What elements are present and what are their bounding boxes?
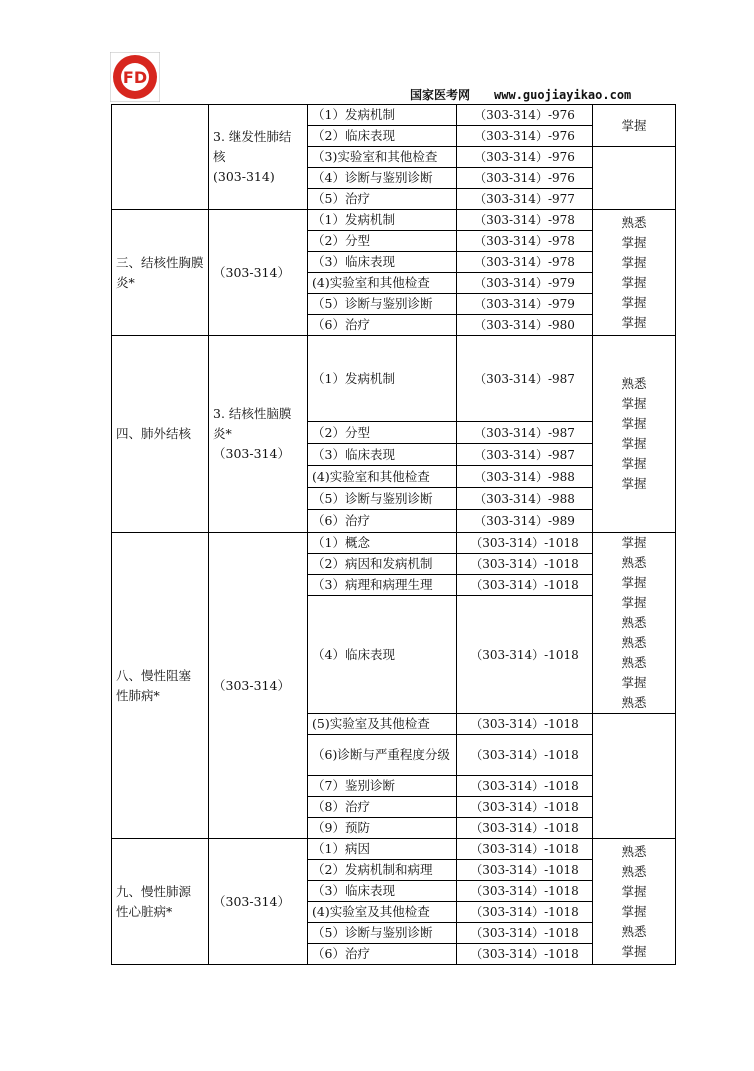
item-cell: （3）临床表现: [308, 252, 457, 273]
cell-line: 熟悉: [621, 695, 647, 710]
level-cell: [593, 714, 676, 839]
item-cell: (5)实验室及其他检查: [308, 714, 457, 735]
code-cell: （303-314）-987: [457, 422, 593, 444]
table-row: [112, 839, 676, 860]
code-cell: （303-314）-1018: [457, 797, 593, 818]
cell-line: 掌握: [621, 456, 647, 471]
code-cell: （303-314）-1018: [457, 881, 593, 902]
subsection-cell: [209, 839, 308, 965]
code-cell: （303-314）-1018: [457, 923, 593, 944]
code-cell: （303-314）-976: [457, 105, 593, 126]
level-cell: [593, 336, 676, 533]
code-cell: （303-314）-989: [457, 510, 593, 533]
item-cell: (4)实验室及其他检查: [308, 902, 457, 923]
code-cell: （303-314）-1018: [457, 860, 593, 881]
item-cell: （5）诊断与鉴别诊断: [308, 923, 457, 944]
item-cell: （2）分型: [308, 231, 457, 252]
cell-line: 掌握: [621, 396, 647, 411]
item-cell: （2）发病机制和病理: [308, 860, 457, 881]
item-cell: （8）治疗: [308, 797, 457, 818]
cell-line: 掌握: [621, 575, 647, 590]
cell-line: 性心脏病*: [116, 903, 173, 919]
cell-line: 3. 继发性肺结核: [213, 129, 292, 164]
item-cell: （6）治疗: [308, 944, 457, 965]
level-cell: [593, 147, 676, 210]
site-header: [410, 86, 631, 103]
cell-line: 掌握: [621, 294, 647, 310]
code-cell: （303-314）-987: [457, 444, 593, 466]
subsection-cell: [209, 105, 308, 210]
code-cell: （303-314）-1018: [457, 902, 593, 923]
code-cell: （303-314）-1018: [457, 533, 593, 554]
code-cell: （303-314）-1018: [457, 839, 593, 860]
cell-line: 熟悉: [621, 635, 647, 650]
item-cell: （3）临床表现: [308, 881, 457, 902]
cell-line: 性肺病*: [116, 687, 160, 703]
item-cell: （4）临床表现: [308, 596, 457, 714]
code-cell: （303-314）-977: [457, 189, 593, 210]
code-cell: （303-314）-988: [457, 466, 593, 488]
item-cell: （5）诊断与鉴别诊断: [308, 488, 457, 510]
item-cell: （6）治疗: [308, 315, 457, 336]
item-cell: (4)实验室和其他检查: [308, 466, 457, 488]
code-cell: （303-314）-1018: [457, 735, 593, 776]
cell-line: 掌握: [621, 903, 647, 919]
table-row: [112, 533, 676, 554]
code-cell: （303-314）-1018: [457, 818, 593, 839]
level-cell: [593, 533, 676, 714]
item-cell: （1）发病机制: [308, 105, 457, 126]
code-cell: （303-314）-1018: [457, 554, 593, 575]
cell-line: 掌握: [621, 436, 647, 451]
item-cell: （2）病因和发病机制: [308, 554, 457, 575]
site-name: 国家医考网: [410, 88, 471, 102]
code-cell: （303-314）-1018: [457, 575, 593, 596]
code-cell: （303-314）-978: [457, 252, 593, 273]
item-cell: （1）病因: [308, 839, 457, 860]
cell-line: 熟悉: [621, 376, 647, 391]
code-cell: （303-314）-976: [457, 147, 593, 168]
item-cell: （7）鉴别诊断: [308, 776, 457, 797]
code-cell: （303-314）-1018: [457, 776, 593, 797]
item-cell: （1）概念: [308, 533, 457, 554]
section-title-cell: [112, 210, 209, 336]
item-cell: (4)实验室和其他检查: [308, 273, 457, 294]
cell-line: 掌握: [621, 274, 647, 290]
cell-line: 八、慢性阻塞: [116, 667, 192, 683]
code-cell: （303-314）-979: [457, 273, 593, 294]
item-cell: （5）治疗: [308, 189, 457, 210]
code-cell: （303-314）-976: [457, 168, 593, 189]
cell-line: 掌握: [621, 476, 647, 491]
section-title-cell: [112, 336, 209, 533]
cell-line: （303-314）: [213, 264, 290, 280]
item-cell: （2）临床表现: [308, 126, 457, 147]
cell-line: （303-314）: [213, 893, 290, 909]
level-cell: [593, 210, 676, 336]
subsection-cell: [209, 336, 308, 533]
cell-line: 熟悉: [621, 555, 647, 570]
table-row: [112, 210, 676, 231]
cell-line: 掌握: [621, 314, 647, 330]
site-url[interactable]: www.guojiayikao.com: [494, 88, 632, 102]
cell-line: 三、结核性胸膜: [116, 254, 204, 270]
cell-line: 熟悉: [621, 214, 647, 230]
table-row: [112, 105, 676, 126]
cell-line: 熟悉: [621, 863, 647, 879]
cell-line: 3. 结核性脑膜炎*: [213, 406, 292, 441]
item-cell: （6)诊断与严重程度分级: [308, 735, 457, 776]
code-cell: （303-314）-978: [457, 210, 593, 231]
cell-line: （303-314）: [213, 677, 290, 693]
code-cell: （303-314）-987: [457, 336, 593, 422]
table-row: [112, 336, 676, 422]
section-title-cell: [112, 533, 209, 839]
cell-line: 掌握: [621, 117, 647, 133]
level-cell: [593, 105, 676, 147]
cell-line: 熟悉: [621, 655, 647, 670]
subsection-cell: [209, 533, 308, 839]
item-cell: （4）诊断与鉴别诊断: [308, 168, 457, 189]
cell-line: 熟悉: [621, 615, 647, 630]
code-cell: （303-314）-1018: [457, 596, 593, 714]
code-cell: （303-314）-978: [457, 231, 593, 252]
section-title-cell: [112, 105, 209, 210]
code-cell: （303-314）-988: [457, 488, 593, 510]
item-cell: （1）发病机制: [308, 210, 457, 231]
site-logo: [110, 52, 160, 102]
cell-line: (303-314): [213, 169, 275, 184]
code-cell: （303-314）-1018: [457, 944, 593, 965]
cell-line: 掌握: [621, 675, 647, 690]
item-cell: （9）预防: [308, 818, 457, 839]
item-cell: （5）诊断与鉴别诊断: [308, 294, 457, 315]
logo-text: FD: [122, 68, 148, 87]
cell-line: 熟悉: [621, 923, 647, 939]
code-cell: （303-314）-980: [457, 315, 593, 336]
item-cell: （6）治疗: [308, 510, 457, 533]
cell-line: 掌握: [621, 234, 647, 250]
cell-line: 炎*: [116, 274, 135, 290]
item-cell: （3)实验室和其他检查: [308, 147, 457, 168]
cell-line: 掌握: [621, 535, 647, 550]
cell-line: 掌握: [621, 595, 647, 610]
cell-line: 掌握: [621, 943, 647, 959]
item-cell: （2）分型: [308, 422, 457, 444]
item-cell: （3）临床表现: [308, 444, 457, 466]
syllabus-table: [111, 104, 676, 965]
section-title-cell: [112, 839, 209, 965]
cell-line: 掌握: [621, 254, 647, 270]
cell-line: 四、肺外结核: [116, 426, 192, 441]
item-cell: （3）病理和病理生理: [308, 575, 457, 596]
cell-line: （303-314）: [213, 446, 290, 461]
code-cell: （303-314）-976: [457, 126, 593, 147]
subsection-cell: [209, 210, 308, 336]
level-cell: [593, 839, 676, 965]
cell-line: 掌握: [621, 883, 647, 899]
code-cell: （303-314）-1018: [457, 714, 593, 735]
cell-line: 九、慢性肺源: [116, 883, 192, 899]
cell-line: 掌握: [621, 416, 647, 431]
item-cell: （1）发病机制: [308, 336, 457, 422]
cell-line: 熟悉: [621, 843, 647, 859]
code-cell: （303-314）-979: [457, 294, 593, 315]
